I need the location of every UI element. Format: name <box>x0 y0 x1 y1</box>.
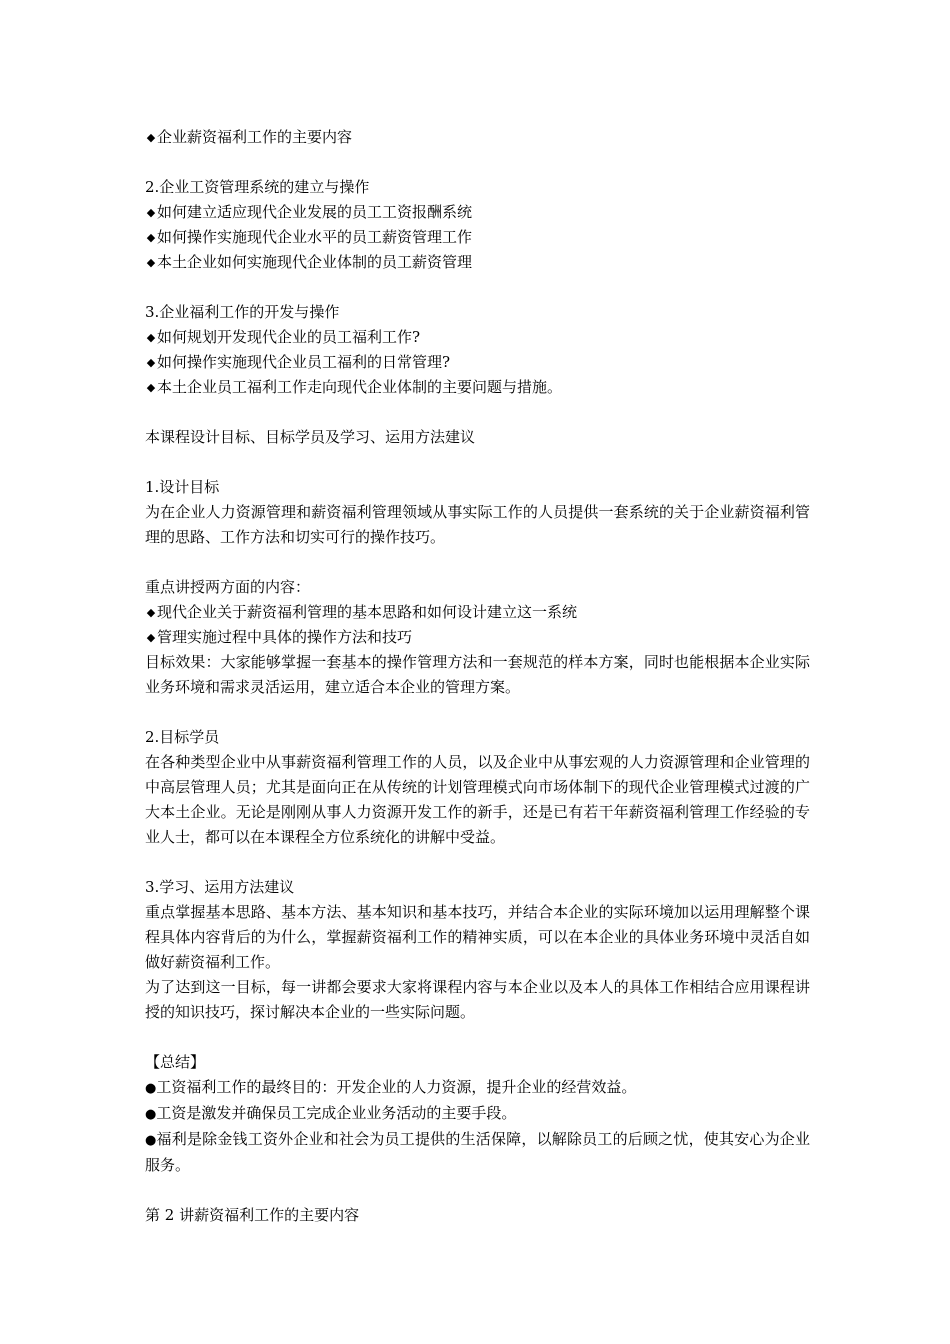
bullet-item <box>145 1101 810 1127</box>
diamond-bullet-icon: ◆ <box>146 231 156 244</box>
document-page <box>145 125 810 1228</box>
bullet-text: 工资福利工作的最终目的：开发企业的人力资源，提升企业的经营效益。 <box>156 1078 637 1096</box>
section-title: 2.目标学员 <box>145 728 220 746</box>
section-title: 1.设计目标 <box>145 478 220 496</box>
diamond-bullet-icon: ◆ <box>146 206 156 219</box>
paragraph: 在各种类型企业中从事薪资福利管理工作的人员，以及企业中从事宏观的人力资源管理和企业管理的中高层管理人员；尤其是面向正在从传统的计划管理模式向市场体制下的现代企业管理模式过渡的广大本土企业。无论是刚刚从事人力资源开发工作的新手，还是已有若干年薪资福利管理工作经验的专业人士，都可以在本课程全方位系统化的讲解中受益。 <box>145 753 810 846</box>
paragraph: 为在企业人力资源管理和薪资福利管理领域从事实际工作的人员提供一套系统的关于企业薪资福利管理的思路、工作方法和切实可行的操作技巧。 <box>145 503 810 546</box>
summary-title: 【总结】 <box>145 1053 206 1071</box>
bullet-text: 工资是激发并确保员工完成企业业务活动的主要手段。 <box>156 1104 517 1122</box>
bullet-text: 管理实施过程中具体的操作方法和技巧 <box>157 628 413 646</box>
bullet-item <box>145 1075 810 1101</box>
section-title: 3.企业福利工作的开发与操作 <box>145 303 340 321</box>
lecture-title: 第 2 讲薪资福利工作的主要内容 <box>145 1206 360 1224</box>
bullet-text: 现代企业关于薪资福利管理的基本思路和如何设计建立这一系统 <box>157 603 578 621</box>
bullet-item <box>145 350 810 375</box>
bullet-item <box>145 200 810 225</box>
section-title: 2.企业工资管理系统的建立与操作 <box>145 178 370 196</box>
bullet-item <box>145 225 810 250</box>
bullet-item <box>145 375 810 400</box>
paragraph: 目标效果：大家能够掌握一套基本的操作管理方法和一套规范的样本方案，同时也能根据本企业实际业务环境和需求灵活运用，建立适合本企业的管理方案。 <box>145 653 810 696</box>
diamond-bullet-icon: ◆ <box>146 356 156 369</box>
dot-bullet-icon: ● <box>145 1133 157 1148</box>
bullet-item <box>145 625 810 650</box>
course-heading: 本课程设计目标、目标学员及学习、运用方法建议 <box>145 428 476 446</box>
paragraph: 为了达到这一目标，每一讲都会要求大家将课程内容与本企业以及本人的具体工作相结合应用课程讲授的知识技巧，探讨解决本企业的一些实际问题。 <box>145 978 810 1021</box>
section-title: 重点讲授两方面的内容： <box>145 578 311 596</box>
diamond-bullet-icon: ◆ <box>146 381 156 394</box>
bullet-text: 本土企业如何实施现代企业体制的员工薪资管理 <box>157 253 473 271</box>
bullet-item <box>145 600 810 625</box>
bullet-text: 本土企业员工福利工作走向现代企业体制的主要问题与措施。 <box>157 378 563 396</box>
bullet-item <box>145 250 810 275</box>
diamond-bullet-icon: ◆ <box>146 631 156 644</box>
bullet-item <box>145 325 810 350</box>
bullet-text: 如何操作实施现代企业员工福利的日常管理? <box>157 353 451 371</box>
diamond-bullet-icon: ◆ <box>146 606 156 619</box>
diamond-bullet-icon: ◆ <box>146 256 156 269</box>
bullet-text: 如何建立适应现代企业发展的员工工资报酬系统 <box>157 203 473 221</box>
bullet-text: 如何规划开发现代企业的员工福利工作? <box>157 328 421 346</box>
bullet-item <box>145 1127 810 1178</box>
dot-bullet-icon: ● <box>145 1107 157 1122</box>
bullet-text: 企业薪资福利工作的主要内容 <box>157 128 353 146</box>
section-title: 3.学习、运用方法建议 <box>145 878 295 896</box>
bullet-item <box>145 125 810 150</box>
diamond-bullet-icon: ◆ <box>146 131 156 144</box>
diamond-bullet-icon: ◆ <box>146 331 156 344</box>
bullet-text: 福利是除金钱工资外企业和社会为员工提供的生活保障，以解除员工的后顾之忧，使其安心为企业服务。 <box>145 1130 810 1174</box>
paragraph: 重点掌握基本思路、基本方法、基本知识和基本技巧，并结合本企业的实际环境加以运用理解整个课程具体内容背后的为什么，掌握薪资福利工作的精神实质，可以在本企业的具体业务环境中灵活自如做好薪资福利工作。 <box>145 903 810 971</box>
bullet-text: 如何操作实施现代企业水平的员工薪资管理工作 <box>157 228 473 246</box>
dot-bullet-icon: ● <box>145 1081 157 1096</box>
